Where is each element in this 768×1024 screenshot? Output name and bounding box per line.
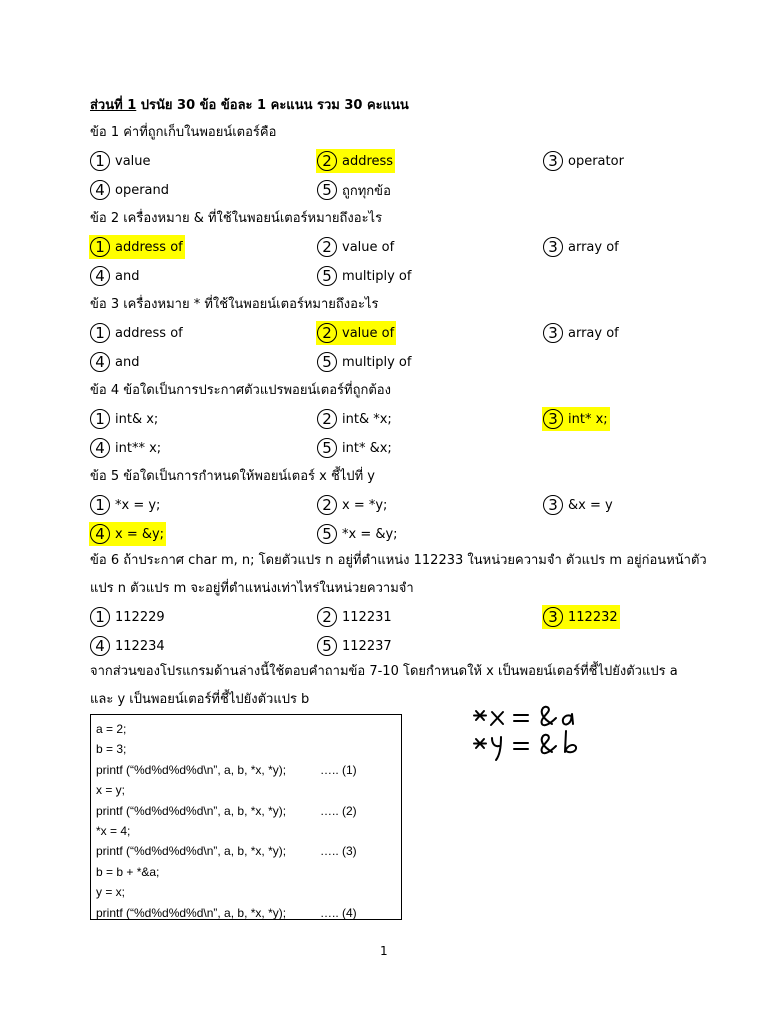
question-6-option-4[interactable] xyxy=(90,634,165,658)
option-text: x = *y; xyxy=(342,497,388,513)
code-text: printf (“%d%d%d%d\n”, a, b, *x, *y); xyxy=(96,844,287,859)
code-box xyxy=(90,714,402,920)
question-1-option-5[interactable] xyxy=(317,178,391,202)
question-3-option-3[interactable] xyxy=(543,321,619,345)
circled-number: 2 xyxy=(317,323,337,343)
circled-number: 2 xyxy=(317,151,337,171)
question-4-option-4[interactable] xyxy=(90,436,161,460)
code-line-marker: ….. (1) xyxy=(320,762,357,777)
question-6-text-cont: แปร n ตัวแปร m จะอยู่ที่ตำแหน่งเท่าไหร่ในหน่วยความจำ xyxy=(90,581,414,596)
code-line xyxy=(96,760,396,780)
option-text: int& *x; xyxy=(342,411,392,427)
circled-number: 2 xyxy=(317,237,337,257)
question-3-option-2[interactable] xyxy=(316,321,396,345)
circled-number: 1 xyxy=(90,495,110,515)
code-line xyxy=(96,719,396,739)
code-line xyxy=(96,801,396,821)
question-6-option-2[interactable] xyxy=(317,605,392,629)
code-text: b = 3; xyxy=(96,742,127,757)
option-text: array of xyxy=(568,325,619,341)
option-text: address of xyxy=(115,239,183,255)
code-line xyxy=(96,882,396,902)
option-text: *x = y; xyxy=(115,497,161,513)
question-4-option-1[interactable] xyxy=(90,407,158,431)
circled-number: 3 xyxy=(543,495,563,515)
option-text: value of xyxy=(342,239,395,255)
option-text: x = &y; xyxy=(115,526,165,542)
code-text: printf (“%d%d%d%d\n”, a, b, *x, *y); xyxy=(96,803,287,818)
circled-number: 4 xyxy=(90,180,110,200)
question-5-option-4[interactable] xyxy=(89,522,166,546)
section-heading xyxy=(90,96,409,116)
question-1-text: ข้อ 1 ค่าที่ถูกเก็บในพอยน์เตอร์คือ xyxy=(90,125,277,140)
section-heading-rest: ปรนัย 30 ข้อ ข้อละ 1 คะแนน รวม 30 คะแนน xyxy=(136,98,409,113)
option-text: *x = &y; xyxy=(342,526,398,542)
code-text: y = x; xyxy=(96,885,126,900)
circled-number: 4 xyxy=(90,438,110,458)
code-line xyxy=(96,821,396,841)
option-text: 112229 xyxy=(115,609,165,625)
question-6-option-3[interactable] xyxy=(542,605,620,629)
page-number: 1 xyxy=(380,944,388,958)
code-text: b = b + *&a; xyxy=(96,864,160,879)
question-2-option-3[interactable] xyxy=(543,235,619,259)
question-1-option-4[interactable] xyxy=(90,178,169,202)
option-text: int* &x; xyxy=(342,440,392,456)
question-3-option-1[interactable] xyxy=(90,321,183,345)
question-5-option-1[interactable] xyxy=(90,493,160,517)
circled-number: 3 xyxy=(543,151,563,171)
option-text: int** x; xyxy=(115,440,162,456)
question-5-option-2[interactable] xyxy=(317,493,387,517)
code-line-marker: ….. (4) xyxy=(320,905,357,920)
question-5-option-5[interactable] xyxy=(317,522,398,546)
code-text: a = 2; xyxy=(96,722,127,736)
circled-number: 2 xyxy=(317,495,337,515)
option-text: value of xyxy=(342,325,395,341)
question-1-option-1[interactable] xyxy=(90,149,151,173)
question-6-option-1[interactable] xyxy=(90,605,165,629)
circled-number: 4 xyxy=(90,524,110,544)
code-line-marker: ….. (3) xyxy=(320,844,357,859)
circled-number: 1 xyxy=(90,607,110,627)
circled-number: 1 xyxy=(90,237,110,257)
option-text: multiply of xyxy=(342,268,412,284)
circled-number: 3 xyxy=(543,607,563,627)
code-line xyxy=(96,862,396,882)
circled-number: 5 xyxy=(317,352,337,372)
question-5-option-3[interactable] xyxy=(543,493,613,517)
code-line xyxy=(96,903,396,923)
question-2-option-1[interactable] xyxy=(89,235,185,259)
circled-number: 3 xyxy=(543,409,563,429)
option-text: 112231 xyxy=(342,609,392,625)
option-text: and xyxy=(115,354,140,370)
code-line-marker: ….. (2) xyxy=(320,803,357,818)
circled-number: 1 xyxy=(90,323,110,343)
question-2-option-2[interactable] xyxy=(317,235,394,259)
option-text: address of xyxy=(115,325,183,341)
question-3-text: ข้อ 3 เครื่องหมาย * ที่ใช้ในพอยน์เตอร์หมายถึงอะไร xyxy=(90,297,379,312)
code-intro-line-1: จากส่วนของโปรแกรมด้านล่างนี้ใช้ตอบคำถามข้อ 7-10 โดยกำหนดให้ x เป็นพอยน์เตอร์ที่ชี้ไปยังตัวแปร a xyxy=(90,664,678,679)
option-text: value xyxy=(115,153,151,169)
option-text: 112232 xyxy=(568,609,618,625)
option-text: &x = y xyxy=(568,497,613,513)
option-text: int& x; xyxy=(115,411,159,427)
circled-number: 4 xyxy=(90,266,110,286)
circled-number: 3 xyxy=(543,323,563,343)
section-part-label: ส่วนที่ 1 xyxy=(90,98,137,113)
question-5-text: ข้อ 5 ข้อใดเป็นการกำหนดให้พอยน์เตอร์ x ชี้ไปที่ y xyxy=(90,469,375,484)
circled-number: 5 xyxy=(317,266,337,286)
code-text: printf (“%d%d%d%d\n”, a, b, *x, *y); xyxy=(96,762,287,777)
code-line xyxy=(96,841,396,861)
handwritten-note xyxy=(470,700,610,770)
circled-number: 2 xyxy=(317,607,337,627)
circled-number: 3 xyxy=(543,237,563,257)
option-text: 112234 xyxy=(115,638,165,654)
option-text: address xyxy=(342,153,394,169)
question-6-option-5[interactable] xyxy=(317,634,392,658)
code-text: printf (“%d%d%d%d\n”, a, b, *x, *y); xyxy=(96,905,287,920)
question-2-text: ข้อ 2 เครื่องหมาย & ที่ใช้ในพอยน์เตอร์หมายถึงอะไร xyxy=(90,211,383,226)
option-text: int* x; xyxy=(568,411,608,427)
option-text: operand xyxy=(115,182,170,198)
option-text: operator xyxy=(568,153,624,169)
question-2-option-4[interactable] xyxy=(90,264,139,288)
code-line xyxy=(96,780,396,800)
circled-number: 4 xyxy=(90,352,110,372)
question-4-text: ข้อ 4 ข้อใดเป็นการประกาศตัวแปรพอยน์เตอร์ที่ถูกต้อง xyxy=(90,383,391,398)
option-text: ถูกทุกข้อ xyxy=(342,183,391,199)
circled-number: 4 xyxy=(90,636,110,656)
question-4-option-3[interactable] xyxy=(542,407,610,431)
code-text: x = y; xyxy=(96,783,126,798)
circled-number: 1 xyxy=(90,409,110,429)
option-text: multiply of xyxy=(342,354,412,370)
option-text: array of xyxy=(568,239,619,255)
handwriting-drawing xyxy=(470,700,610,766)
question-1-option-3[interactable] xyxy=(543,149,624,173)
option-text: 112237 xyxy=(342,638,392,654)
option-text: and xyxy=(115,268,140,284)
question-3-option-4[interactable] xyxy=(90,350,139,374)
question-3-option-5[interactable] xyxy=(317,350,411,374)
question-4-option-5[interactable] xyxy=(317,436,392,460)
circled-number: 1 xyxy=(90,151,110,171)
circled-number: 2 xyxy=(317,409,337,429)
question-2-option-5[interactable] xyxy=(317,264,411,288)
circled-number: 5 xyxy=(317,524,337,544)
code-intro-line-2: และ y เป็นพอยน์เตอร์ที่ชี้ไปยังตัวแปร b xyxy=(90,692,310,707)
code-text: *x = 4; xyxy=(96,823,131,838)
code-line xyxy=(96,739,396,759)
question-6-text: ข้อ 6 ถ้าประกาศ char m, n; โดยตัวแปร n อยู่ที่ตำแหน่ง 112233 ในหน่วยความจำ ตัวแปร m อยู่ก่อนหน้าตัว xyxy=(90,553,707,568)
circled-number: 5 xyxy=(317,438,337,458)
question-4-option-2[interactable] xyxy=(317,407,392,431)
question-1-option-2[interactable] xyxy=(316,149,395,173)
circled-number: 5 xyxy=(317,636,337,656)
circled-number: 5 xyxy=(317,180,337,200)
